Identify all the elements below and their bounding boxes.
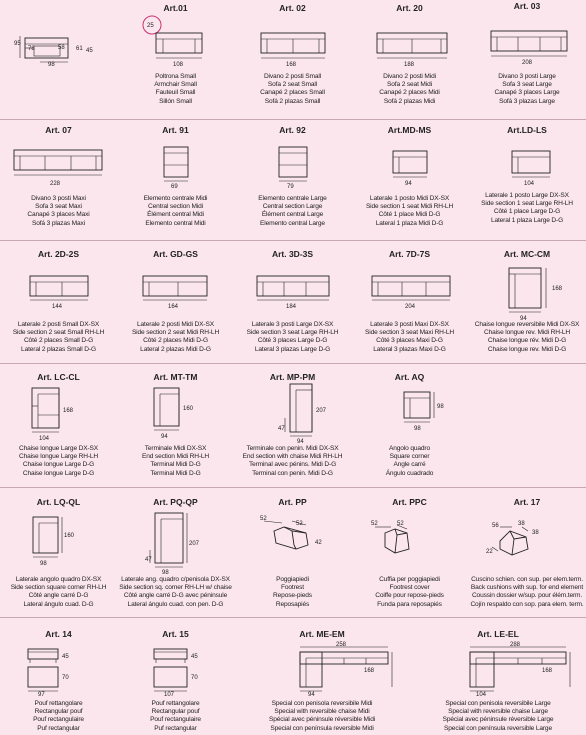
article-code: Art. 15 — [162, 629, 189, 639]
dim-label: 160 — [64, 533, 75, 539]
desc-line: Terminal Midi D-G — [150, 461, 201, 469]
desc-line: Lateral ángulo cuad. D-G — [23, 600, 94, 608]
desc-line: Poltrona Small — [155, 73, 196, 80]
dim-label: 168 — [286, 62, 297, 68]
desc-line: Side section square corner RH-LH — [10, 584, 107, 592]
desc-line: Côté 2 places Small D-G — [23, 337, 94, 345]
dim-label: 42 — [315, 540, 322, 546]
desc-line: Divano 3 posti Maxi — [31, 195, 86, 202]
desc-line: Terminale con penin. Midi DX-SX — [246, 445, 339, 452]
desc-line: Special con península reversible Midi — [270, 724, 374, 732]
article-code: Art. 92 — [279, 125, 306, 135]
product-cell-art-02 — [234, 0, 351, 119]
desc-line: Pouf rectangulaire — [33, 716, 84, 724]
dim-label: 160 — [183, 406, 194, 412]
dim-label: 108 — [173, 62, 184, 68]
desc-line: Laterale 1 posto Midi DX-SX — [369, 195, 450, 202]
desc-line: Terminal avec pénins. Midi D-G — [248, 461, 337, 469]
desc-line: Terminal Midi D-G — [150, 469, 201, 477]
article-code: Art. 3D-3S — [271, 249, 314, 259]
dim-label: 208 — [522, 60, 533, 66]
desc-line: Canapé 3 places Large — [494, 89, 560, 97]
article-code: Art. LE-EL — [477, 629, 519, 639]
desc-line: Central section Large — [262, 203, 323, 211]
desc-line: Rectangular pouf — [34, 708, 83, 716]
product-cell-art-3d-3s — [234, 240, 351, 363]
desc-line: Chaise longue rév. Midi D-G — [487, 337, 567, 345]
dim-label: 78 — [28, 46, 35, 52]
article-code: Art. LQ-QL — [36, 497, 81, 507]
dim-label: 98 — [162, 570, 169, 576]
desc-line: Terminal con penin. Midi D-G — [252, 469, 333, 477]
product-cell-art-ld-ls — [468, 119, 586, 240]
dim-label: 38 — [518, 521, 525, 527]
product-cell-art-03 — [468, 0, 586, 119]
dim-label: 164 — [168, 304, 179, 310]
desc-line: Chaise longue Large DX-SX — [18, 445, 99, 452]
dim-label: 98 — [414, 426, 421, 432]
desc-line: Coiffe pour repose-pieds — [375, 592, 444, 600]
dim-label: 58 — [58, 45, 65, 51]
dim-label: 61 — [76, 46, 83, 52]
desc-line: Canapé 2 places Small — [260, 89, 325, 97]
product-cell-art-pp — [234, 487, 351, 617]
dim-label: 45 — [62, 654, 69, 660]
article-code: Art. MT-TM — [153, 372, 198, 382]
article-code: Art. MP-PM — [269, 372, 316, 382]
desc-line: Lateral ángulo cuad. con pen. D-G — [127, 600, 224, 608]
article-code: Art. 7D-7S — [388, 249, 431, 259]
product-cell-art-7d-7s — [351, 240, 468, 363]
product-cell-art-07 — [0, 119, 117, 240]
desc-line: Funda para reposapiés — [377, 600, 442, 608]
desc-line: Laterale angolo quadro DX-SX — [15, 576, 102, 583]
article-code: Art.01 — [163, 3, 188, 13]
article-code: Art. 20 — [396, 3, 423, 13]
desc-line: End section with chaise Midi RH-LH — [242, 453, 343, 461]
dim-label: 69 — [171, 184, 178, 190]
desc-line: Special con penisola reversibile Midi — [271, 700, 373, 707]
desc-line: Côté 2 places Midi D-G — [143, 337, 208, 345]
dim-label: 288 — [510, 642, 521, 648]
product-cell-art-2d-2s — [0, 240, 117, 363]
desc-line: Special with reversible chaise Large — [448, 708, 548, 716]
desc-line: Chaise longue reversibile Midi DX-SX — [474, 321, 580, 328]
product-cell-art-14 — [0, 617, 117, 735]
desc-line: Reposapiés — [275, 600, 310, 608]
desc-line: Side section 3 seat Maxi RH-LH — [365, 329, 454, 337]
dim-label: 188 — [404, 62, 415, 68]
desc-line: Chaise longue rev. Midi D-G — [487, 345, 567, 353]
desc-line: Puf rectangular — [37, 724, 80, 732]
desc-line: Lateral 1 plaza Midi D-G — [375, 219, 444, 227]
desc-line: Cojín respaldo con sop. para elem. term. — [470, 600, 584, 608]
desc-line: Elemento central Large — [260, 219, 325, 227]
section-dimension-drawing — [0, 0, 117, 119]
article-code: Art. 91 — [162, 125, 189, 135]
desc-line: Back cushions with sup. for end element — [470, 584, 584, 592]
desc-line: Côté 1 place Large D-G — [493, 208, 561, 216]
desc-line: Elemento centrale Large — [258, 195, 327, 202]
dim-label: 94 — [308, 692, 315, 698]
desc-line: Lateral 2 plazas Midi D-G — [140, 345, 211, 353]
desc-line: Poggiapiedi — [276, 576, 309, 583]
desc-line: Côté 3 places Maxi D-G — [376, 337, 443, 345]
desc-line: Canapé 2 places Midi — [379, 89, 440, 97]
dim-label: 94 — [161, 434, 168, 440]
article-code: Art.LD-LS — [507, 125, 547, 135]
desc-line: Fauteuil Small — [155, 89, 196, 97]
desc-line: Square corner — [389, 453, 430, 461]
dim-label: 97 — [38, 692, 45, 698]
dim-label: 70 — [62, 675, 69, 681]
desc-line: Laterale 3 posti Maxi DX-SX — [370, 321, 449, 328]
desc-line: Côté 1 place Midi D-G — [378, 211, 441, 219]
desc-line: Side section 1 seat Midi RH-LH — [365, 203, 454, 211]
product-cell-art-ppc — [351, 487, 468, 617]
desc-line: Chaise longue rev. Midi RH-LH — [483, 329, 571, 337]
dim-label: 52 — [260, 516, 267, 522]
article-code: Art. 17 — [513, 497, 541, 507]
product-cell-art-aq — [351, 363, 468, 487]
desc-line: Footrest — [281, 584, 304, 592]
desc-line: Chaise longue Large D-G — [22, 461, 95, 469]
desc-line: Laterale 3 posti Large DX-SX — [251, 321, 334, 328]
desc-line: Ángulo cuadrado — [385, 469, 434, 477]
desc-line: Special con península reversible Large — [444, 724, 552, 732]
dim-label: 168 — [63, 408, 74, 414]
article-code: Art. 07 — [45, 125, 72, 135]
desc-line: Terminale Midi DX-SX — [144, 445, 207, 452]
product-cell-art-mt-tm — [117, 363, 234, 487]
product-cell-art-mc-cm — [468, 240, 586, 363]
dim-label: 168 — [364, 668, 375, 674]
dim-label: 56 — [492, 523, 499, 529]
product-cell-art-20 — [351, 0, 468, 119]
desc-line: Special con penisola reversibile Large — [445, 700, 551, 707]
dim-label: 94 — [297, 439, 304, 445]
desc-line: Lateral 3 plazas Large D-G — [254, 345, 331, 353]
dim-label: 52 — [296, 521, 303, 527]
desc-line: Rectangular pouf — [151, 708, 200, 716]
desc-line: Footrest cover — [389, 584, 430, 592]
article-code: Art. ME-EM — [299, 629, 345, 639]
product-cell-art-me-em — [234, 617, 410, 735]
product-cell-art-17 — [468, 487, 586, 617]
article-code: Art. GD-GS — [153, 249, 198, 259]
article-code: Art. 2D-2S — [37, 249, 80, 259]
desc-line: Side section 2 seat Small RH-LH — [12, 329, 105, 337]
desc-line: Laterale ang. quadro c/penisola DX-SX — [121, 576, 230, 583]
article-code: Art. 02 — [279, 3, 306, 13]
article-code: Art. PP — [278, 497, 307, 507]
desc-line: Elemento centrale Midi — [143, 195, 208, 202]
desc-line: Pouf rettangolare — [151, 700, 200, 707]
desc-line: Lateral 2 plazas Small D-G — [21, 345, 96, 353]
dim-label: 104 — [476, 692, 487, 698]
dim-label: 107 — [164, 692, 175, 698]
product-cell-art-lq-ql — [0, 487, 117, 617]
desc-line: Laterale 2 posti Midi DX-SX — [137, 321, 214, 328]
article-code: Art. PQ-QP — [153, 497, 198, 507]
desc-line: Laterale 2 posti Small DX-SX — [17, 321, 100, 328]
desc-line: Sillón Small — [159, 97, 192, 105]
desc-line: Side section 2 seat Midi RH-LH — [131, 329, 220, 337]
dim-label: 168 — [552, 286, 563, 292]
desc-line: Lateral 3 plazas Maxi D-G — [373, 345, 446, 353]
dim-label: 207 — [316, 408, 327, 414]
desc-line: Central section Midi — [148, 203, 203, 211]
article-code: Art. 14 — [45, 629, 72, 639]
desc-line: Sofá 2 plazas Small — [264, 97, 321, 105]
dim-label: 45 — [86, 48, 93, 54]
desc-line: Côté angle carré D-G avec péninsule — [123, 592, 228, 600]
desc-line: Sofá 3 plazas Maxi — [31, 219, 85, 227]
dim-label: 45 — [191, 654, 198, 660]
product-cell-art-md-ms — [351, 119, 468, 240]
desc-line: Side section 1 seat Large RH-LH — [481, 200, 573, 208]
desc-line: End section Midi RH-LH — [141, 453, 210, 461]
dim-label: 104 — [524, 181, 535, 187]
desc-line: Sofá 3 plazas Large — [499, 97, 555, 105]
desc-line: Sofá 2 plazas Midi — [383, 97, 436, 105]
desc-line: Élément central Large — [261, 211, 324, 219]
desc-line: Coussin dossier w/sup. pour élém.term. — [471, 592, 583, 600]
product-cell-art-pq-qp — [117, 487, 234, 617]
dim-label: 38 — [532, 530, 539, 536]
desc-line: Divano 2 posti Small — [263, 73, 322, 80]
dim-label: 228 — [50, 181, 61, 187]
desc-line: Divano 3 posti Large — [498, 73, 556, 80]
dim-label: 104 — [39, 436, 50, 442]
desc-line: Sofa 3 seat Maxi — [35, 203, 82, 211]
desc-line: Sofa 3 seat Large — [502, 81, 552, 89]
desc-line: Canapé 3 places Maxi — [27, 211, 90, 219]
article-code: Art.MD-MS — [387, 125, 432, 135]
desc-line: Spécial avec péninsule réversible Large — [442, 716, 554, 724]
product-cell-art-92 — [234, 119, 351, 240]
dim-label: 52 — [397, 521, 404, 527]
article-code: Art. MC-CM — [503, 249, 551, 259]
desc-line: Side section sq. corner RH-LH w/ chaise — [119, 584, 232, 592]
desc-line: Armchair Small — [154, 81, 197, 89]
dim-label: 98 — [437, 404, 444, 410]
dim-label: 25 — [147, 23, 154, 29]
desc-line: Sofa 2 seat Small — [267, 81, 318, 89]
desc-line: Special with reversible chaise Midi — [274, 708, 370, 716]
desc-line: Elemento central Midi — [145, 219, 206, 227]
dim-label: 47 — [145, 557, 152, 563]
product-cell-art-lc-cl — [0, 363, 117, 487]
desc-line: Élément central Midi — [147, 211, 204, 219]
desc-line: Cuscino schien. con sup. per elem.term. — [471, 576, 583, 583]
desc-line: Angle carré — [393, 461, 426, 469]
desc-line: Angolo quadro — [389, 445, 430, 452]
product-cell-art-gd-gs — [117, 240, 234, 363]
article-code: Art. 03 — [513, 1, 541, 11]
desc-line: Côté angle carré D-G — [28, 592, 89, 600]
product-cell-art-91 — [117, 119, 234, 240]
dim-label: 184 — [286, 304, 297, 310]
dim-label: 207 — [189, 541, 200, 547]
dim-label: 94 — [405, 181, 412, 187]
dim-label: 98 — [48, 62, 55, 68]
desc-line: Puf rectangular — [154, 724, 197, 732]
dim-label: 144 — [52, 304, 63, 310]
desc-line: Divano 2 posti Midi — [383, 73, 436, 80]
desc-line: Spécial avec péninsule réversible Midi — [268, 716, 376, 724]
product-cell-art-15 — [117, 617, 234, 735]
desc-line: Pouf rettangolare — [34, 700, 83, 707]
dim-label: 52 — [371, 521, 378, 527]
dim-label: 22 — [486, 549, 493, 555]
article-code: Art. PPC — [392, 497, 427, 507]
dim-label: 168 — [542, 668, 553, 674]
dim-label: 47 — [278, 426, 285, 432]
desc-line: Cuffia per poggiapiedi — [379, 576, 440, 583]
dim-label: 258 — [336, 642, 347, 648]
desc-line: Repose-pieds — [273, 592, 312, 600]
desc-line: Sofa 2 seat Midi — [387, 81, 432, 89]
dim-label: 79 — [287, 184, 294, 190]
dimension-legend-cell — [0, 0, 117, 119]
desc-line: Laterale 1 posto Large DX-SX — [485, 192, 569, 199]
dim-label: 98 — [40, 561, 47, 567]
dim-label: 94 — [520, 316, 527, 322]
desc-line: Chaise longue Large RH-LH — [18, 453, 99, 461]
desc-line: Lateral 1 plaza Large D-G — [490, 216, 564, 224]
dim-label: 95 — [14, 41, 21, 47]
desc-line: Côté 3 places Large D-G — [257, 337, 328, 345]
product-cell-art-01 — [117, 0, 234, 119]
dim-label: 204 — [405, 304, 416, 310]
product-cell-art-mp-pm — [234, 363, 351, 487]
desc-line: Chaise longue Large D-G — [22, 469, 95, 477]
article-code: Art. AQ — [394, 372, 425, 382]
desc-line: Pouf rectangulaire — [150, 716, 201, 724]
dim-label: 70 — [191, 675, 198, 681]
product-cell-art-le-el — [410, 617, 586, 735]
article-code: Art. LC-CL — [37, 372, 80, 382]
desc-line: Side section 3 seat Large RH-LH — [246, 329, 339, 337]
